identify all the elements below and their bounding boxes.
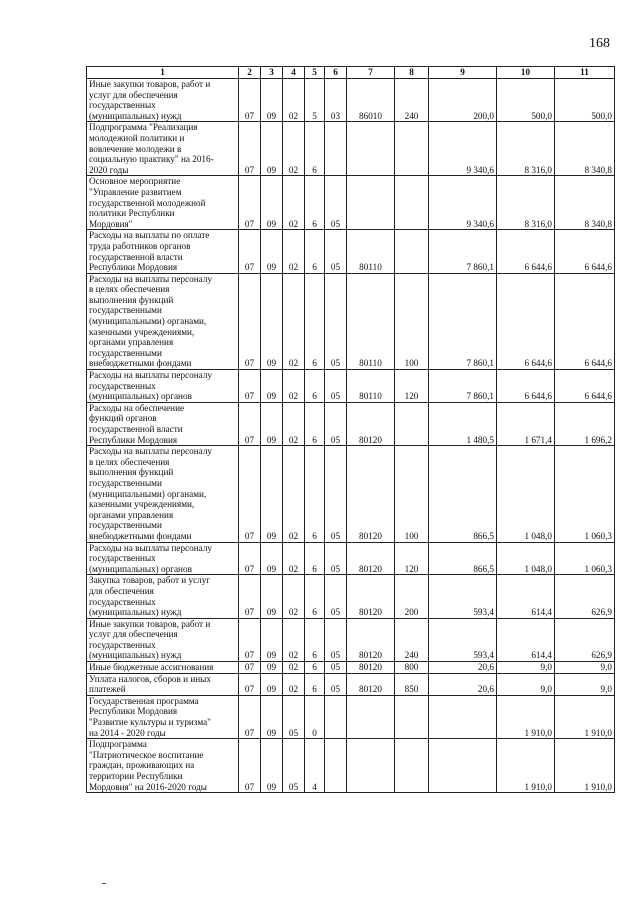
code-cell: 09 — [261, 446, 283, 542]
code-cell: 02 — [283, 662, 305, 674]
row-description: Расходы на обеспечение функций органов государственной власти Республики Мордовия — [87, 402, 239, 445]
code-cell: 850 — [395, 673, 429, 695]
code-cell: 05 — [325, 230, 347, 273]
row-description: Подпрограмма "Реализация молодежной политики и вовлечение молодежи в социальную практику" на 2016- 2020 годы — [87, 122, 239, 176]
amount-cell: 866,5 — [429, 446, 497, 542]
table-row — [87, 542, 615, 575]
code-cell — [395, 122, 429, 176]
budget-table — [86, 66, 615, 793]
amount-cell: 1 910,0 — [497, 739, 555, 793]
code-cell: 09 — [261, 176, 283, 230]
amount-cell: 6 644,6 — [497, 273, 555, 369]
table-row — [87, 446, 615, 542]
code-cell: 07 — [239, 695, 261, 738]
code-cell: 09 — [261, 273, 283, 369]
amount-cell: 9 340,6 — [429, 122, 497, 176]
table-row — [87, 662, 615, 674]
table-row — [87, 370, 615, 403]
code-cell: 5 — [305, 79, 325, 122]
code-cell: 240 — [395, 79, 429, 122]
column-header-11: 11 — [555, 67, 615, 79]
column-header-3: 3 — [261, 67, 283, 79]
column-header-4: 4 — [283, 67, 305, 79]
table-row — [87, 122, 615, 176]
amount-cell: 6 644,6 — [555, 370, 615, 403]
table-row — [87, 230, 615, 273]
code-cell: 05 — [325, 618, 347, 661]
code-cell: 07 — [239, 176, 261, 230]
code-cell: 80120 — [347, 542, 395, 575]
code-cell — [325, 122, 347, 176]
table-row — [87, 673, 615, 695]
amount-cell: 626,9 — [555, 575, 615, 618]
code-cell: 200 — [395, 575, 429, 618]
code-cell: 09 — [261, 402, 283, 445]
code-cell: 05 — [325, 673, 347, 695]
header-row — [87, 67, 615, 79]
code-cell: 6 — [305, 122, 325, 176]
code-cell: 05 — [325, 542, 347, 575]
code-cell: 0 — [305, 695, 325, 738]
code-cell — [325, 739, 347, 793]
code-cell — [395, 695, 429, 738]
row-description: Расходы на выплаты персоналу государственных (муниципальных) органов — [87, 542, 239, 575]
code-cell: 80110 — [347, 230, 395, 273]
code-cell: 4 — [305, 739, 325, 793]
column-header-6: 6 — [325, 67, 347, 79]
column-header-8: 8 — [395, 67, 429, 79]
code-cell: 02 — [283, 370, 305, 403]
amount-cell: 20,6 — [429, 662, 497, 674]
row-description: Расходы на выплаты персоналу в целях обеспечения выполнения функций государственными (муниципальными) органами, казенными учреждениями, органами управления государственными внебюджетными фондами — [87, 446, 239, 542]
code-cell: 80120 — [347, 402, 395, 445]
code-cell: 86010 — [347, 79, 395, 122]
page-number: 168 — [589, 36, 610, 51]
table-row — [87, 575, 615, 618]
amount-cell: 500,0 — [497, 79, 555, 122]
code-cell — [395, 739, 429, 793]
code-cell: 09 — [261, 230, 283, 273]
row-description: Основное мероприятие "Управление развитием государственной молодежной политики Республики Мордовия" — [87, 176, 239, 230]
code-cell: 02 — [283, 230, 305, 273]
code-cell: 02 — [283, 446, 305, 542]
code-cell: 05 — [283, 695, 305, 738]
code-cell: 6 — [305, 402, 325, 445]
code-cell: 07 — [239, 273, 261, 369]
amount-cell: 8 316,0 — [497, 176, 555, 230]
code-cell: 07 — [239, 575, 261, 618]
table-body — [87, 79, 615, 793]
row-description: Иные бюджетные ассигнования — [87, 662, 239, 674]
amount-cell: 1 910,0 — [555, 695, 615, 738]
amount-cell: 614,4 — [497, 618, 555, 661]
row-description: Закупка товаров, работ и услуг для обеспечения государственных (муниципальных) нужд — [87, 575, 239, 618]
code-cell: 02 — [283, 176, 305, 230]
amount-cell: 1 910,0 — [555, 739, 615, 793]
column-header-9: 9 — [429, 67, 497, 79]
code-cell — [395, 176, 429, 230]
table-row — [87, 79, 615, 122]
code-cell: 6 — [305, 370, 325, 403]
code-cell: 05 — [325, 662, 347, 674]
code-cell — [325, 695, 347, 738]
amount-cell: 626,9 — [555, 618, 615, 661]
table-row — [87, 618, 615, 661]
code-cell: 09 — [261, 673, 283, 695]
code-cell: 100 — [395, 446, 429, 542]
code-cell — [395, 230, 429, 273]
code-cell: 02 — [283, 575, 305, 618]
code-cell: 02 — [283, 273, 305, 369]
code-cell — [347, 695, 395, 738]
row-description: Расходы на выплаты по оплате труда работников органов государственной власти Республики Мордовия — [87, 230, 239, 273]
code-cell: 6 — [305, 575, 325, 618]
amount-cell: 9,0 — [555, 662, 615, 674]
code-cell: 6 — [305, 273, 325, 369]
amount-cell: 1 910,0 — [497, 695, 555, 738]
amount-cell: 1 696,2 — [555, 402, 615, 445]
code-cell: 05 — [325, 402, 347, 445]
code-cell: 02 — [283, 122, 305, 176]
code-cell: 80120 — [347, 673, 395, 695]
amount-cell: 6 644,6 — [555, 273, 615, 369]
amount-cell: 6 644,6 — [497, 230, 555, 273]
code-cell: 6 — [305, 446, 325, 542]
code-cell: 05 — [325, 273, 347, 369]
code-cell: 02 — [283, 673, 305, 695]
code-cell: 80110 — [347, 370, 395, 403]
code-cell — [347, 739, 395, 793]
code-cell: 02 — [283, 402, 305, 445]
amount-cell: 7 860,1 — [429, 273, 497, 369]
code-cell: 120 — [395, 370, 429, 403]
amount-cell: 866,5 — [429, 542, 497, 575]
code-cell: 09 — [261, 542, 283, 575]
amount-cell: 593,4 — [429, 575, 497, 618]
row-description: Подпрограмма "Патриотическое воспитание граждан, проживающих на территории Республики Мордовия" на 2016-2020 годы — [87, 739, 239, 793]
row-description: Расходы на выплаты персоналу государственных (муниципальных) органов — [87, 370, 239, 403]
code-cell: 07 — [239, 739, 261, 793]
code-cell: 05 — [325, 370, 347, 403]
table-row — [87, 273, 615, 369]
table-row — [87, 695, 615, 738]
code-cell: 05 — [325, 575, 347, 618]
amount-cell: 7 860,1 — [429, 230, 497, 273]
code-cell: 6 — [305, 230, 325, 273]
column-header-2: 2 — [239, 67, 261, 79]
code-cell: 6 — [305, 662, 325, 674]
amount-cell — [429, 739, 497, 793]
amount-cell: 9 340,6 — [429, 176, 497, 230]
table-row — [87, 739, 615, 793]
code-cell: 6 — [305, 542, 325, 575]
code-cell — [395, 402, 429, 445]
code-cell: 02 — [283, 79, 305, 122]
table-row — [87, 176, 615, 230]
amount-cell: 200,0 — [429, 79, 497, 122]
column-header-10: 10 — [497, 67, 555, 79]
code-cell: 09 — [261, 662, 283, 674]
code-cell: 09 — [261, 122, 283, 176]
code-cell: 09 — [261, 739, 283, 793]
code-cell: 80120 — [347, 575, 395, 618]
code-cell: 800 — [395, 662, 429, 674]
code-cell: 07 — [239, 370, 261, 403]
code-cell: 05 — [325, 446, 347, 542]
amount-cell: 593,4 — [429, 618, 497, 661]
code-cell: 02 — [283, 542, 305, 575]
amount-cell — [429, 695, 497, 738]
scan-mark — [102, 883, 106, 884]
amount-cell: 8 340,8 — [555, 176, 615, 230]
code-cell: 07 — [239, 402, 261, 445]
code-cell: 120 — [395, 542, 429, 575]
code-cell: 6 — [305, 673, 325, 695]
amount-cell: 500,0 — [555, 79, 615, 122]
code-cell: 09 — [261, 575, 283, 618]
code-cell: 80120 — [347, 662, 395, 674]
row-description: Иные закупки товаров, работ и услуг для обеспечения государственных (муниципальных) нужд — [87, 79, 239, 122]
amount-cell: 1 048,0 — [497, 446, 555, 542]
code-cell: 02 — [283, 618, 305, 661]
amount-cell: 1 671,4 — [497, 402, 555, 445]
amount-cell: 1 060,3 — [555, 542, 615, 575]
code-cell: 09 — [261, 79, 283, 122]
code-cell: 07 — [239, 446, 261, 542]
code-cell: 07 — [239, 122, 261, 176]
amount-cell: 9,0 — [555, 673, 615, 695]
row-description: Расходы на выплаты персоналу в целях обеспечения выполнения функций государственными (муниципальными) органами, казенными учреждениями, органами управления государственными внебюджетными фондами — [87, 273, 239, 369]
amount-cell: 1 048,0 — [497, 542, 555, 575]
amount-cell: 1 060,3 — [555, 446, 615, 542]
code-cell: 07 — [239, 79, 261, 122]
code-cell: 80120 — [347, 618, 395, 661]
row-description: Государственная программа Республики Мордовия "Развитие культуры и туризма" на 2014 - 2020 годы — [87, 695, 239, 738]
code-cell: 07 — [239, 230, 261, 273]
amount-cell: 614,4 — [497, 575, 555, 618]
code-cell: 03 — [325, 79, 347, 122]
code-cell: 80110 — [347, 273, 395, 369]
code-cell — [347, 176, 395, 230]
amount-cell: 7 860,1 — [429, 370, 497, 403]
amount-cell: 8 316,0 — [497, 122, 555, 176]
table-row — [87, 402, 615, 445]
code-cell: 07 — [239, 673, 261, 695]
code-cell: 100 — [395, 273, 429, 369]
amount-cell: 6 644,6 — [555, 230, 615, 273]
code-cell: 09 — [261, 618, 283, 661]
amount-cell: 9,0 — [497, 673, 555, 695]
amount-cell: 1 480,5 — [429, 402, 497, 445]
code-cell: 09 — [261, 695, 283, 738]
column-header-7: 7 — [347, 67, 395, 79]
code-cell: 07 — [239, 542, 261, 575]
code-cell: 07 — [239, 618, 261, 661]
column-header-1: 1 — [87, 67, 239, 79]
amount-cell: 9,0 — [497, 662, 555, 674]
code-cell: 80120 — [347, 446, 395, 542]
code-cell: 05 — [283, 739, 305, 793]
code-cell: 6 — [305, 176, 325, 230]
amount-cell: 8 340,8 — [555, 122, 615, 176]
amount-cell: 20,6 — [429, 673, 497, 695]
code-cell: 07 — [239, 662, 261, 674]
amount-cell: 6 644,6 — [497, 370, 555, 403]
code-cell: 05 — [325, 176, 347, 230]
column-header-5: 5 — [305, 67, 325, 79]
code-cell: 09 — [261, 370, 283, 403]
code-cell — [347, 122, 395, 176]
code-cell: 240 — [395, 618, 429, 661]
row-description: Уплата налогов, сборов и иных платежей — [87, 673, 239, 695]
code-cell: 6 — [305, 618, 325, 661]
row-description: Иные закупки товаров, работ и услуг для обеспечения государственных (муниципальных) нужд — [87, 618, 239, 661]
